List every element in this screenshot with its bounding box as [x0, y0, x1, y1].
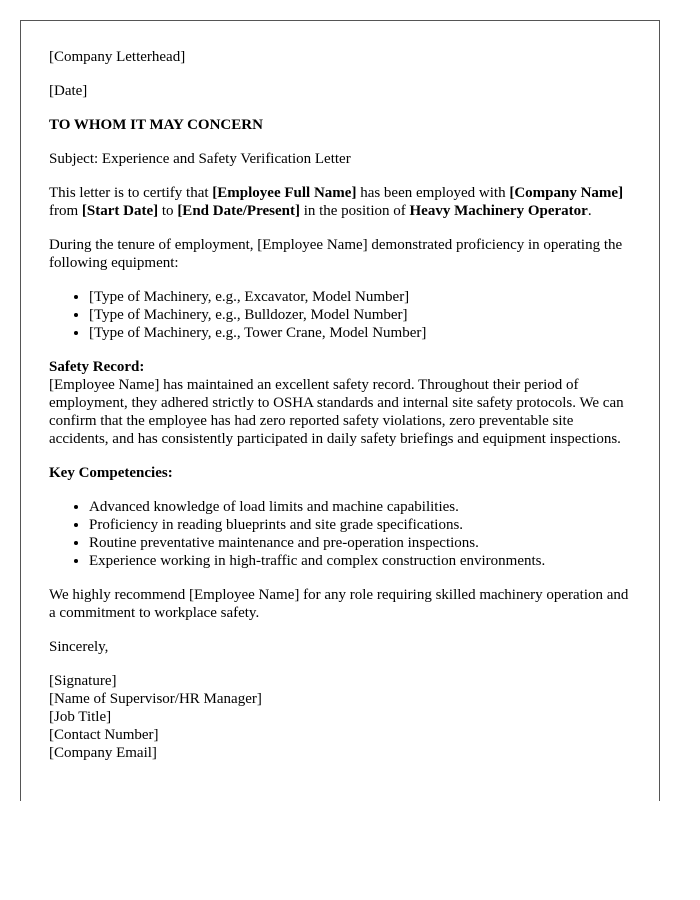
competency-item: • Routine preventative maintenance and pre-operation inspections. — [89, 534, 631, 552]
intro-text: in the position of — [299, 203, 410, 219]
signatory-name: [Name of Supervisor/HR Manager] — [49, 691, 262, 707]
signatory-contact-number: [Contact Number] — [49, 727, 159, 743]
subject-line: Subject: Experience and Safety Verification Letter — [49, 151, 351, 167]
signatory-company-email: [Company Email] — [49, 745, 157, 761]
letter-date: [Date] — [49, 83, 88, 99]
equipment-item: • [Type of Machinery, e.g., Excavator, Model Number] — [89, 288, 631, 306]
end-date: [End Date/Present] — [177, 203, 300, 219]
equipment-intro: During the tenure of employment, [Employee Name] demonstrated proficiency in operating the following equipment: — [49, 237, 623, 271]
intro-text: . — [587, 203, 592, 219]
intro-text: has been employed with — [356, 185, 510, 201]
equipment-item: • [Type of Machinery, e.g., Tower Crane, Model Number] — [89, 324, 631, 342]
competency-item: • Experience working in high-traffic and complex construction environments. — [89, 552, 631, 570]
competency-item: • Proficiency in reading blueprints and site grade specifications. — [89, 516, 631, 534]
letterhead: [Company Letterhead] — [49, 49, 186, 65]
letter-document — [20, 20, 660, 801]
closing: Sincerely, — [49, 639, 109, 655]
key-competencies-heading: Key Competencies: — [49, 465, 173, 481]
competency-item: • Advanced knowledge of load limits and machine capabilities. — [89, 498, 631, 516]
position-title: Heavy Machinery Operator — [409, 203, 588, 219]
safety-record-section — [49, 358, 631, 448]
competencies-list — [49, 498, 631, 570]
intro-text: from — [49, 203, 82, 219]
salutation: TO WHOM IT MAY CONCERN — [49, 117, 263, 133]
intro-paragraph — [49, 184, 631, 220]
intro-text: This letter is to certify that — [49, 185, 213, 201]
signatory-job-title: [Job Title] — [49, 709, 112, 725]
signature-placeholder: [Signature] — [49, 673, 117, 689]
employee-full-name: [Employee Full Name] — [212, 185, 357, 201]
recommendation-paragraph: We highly recommend [Employee Name] for any role requiring skilled machinery operation and a commitment to workplace safety. — [49, 587, 629, 621]
signature-block — [49, 672, 631, 762]
company-name: [Company Name] — [509, 185, 624, 201]
start-date: [Start Date] — [81, 203, 159, 219]
safety-record-body: [Employee Name] has maintained an excellent safety record. Throughout their period of employment, they adhered strictly to OSHA standards and internal site safety protocols. We can confirm that the employee has had zero reported safety violations, zero preventable site accidents, and has consistently participated in daily safety briefings and equipment inspections. — [49, 377, 624, 447]
equipment-item: • [Type of Machinery, e.g., Bulldozer, Model Number] — [89, 306, 631, 324]
equipment-list — [49, 288, 631, 342]
safety-record-heading: Safety Record: — [49, 359, 145, 375]
intro-text: to — [158, 203, 178, 219]
